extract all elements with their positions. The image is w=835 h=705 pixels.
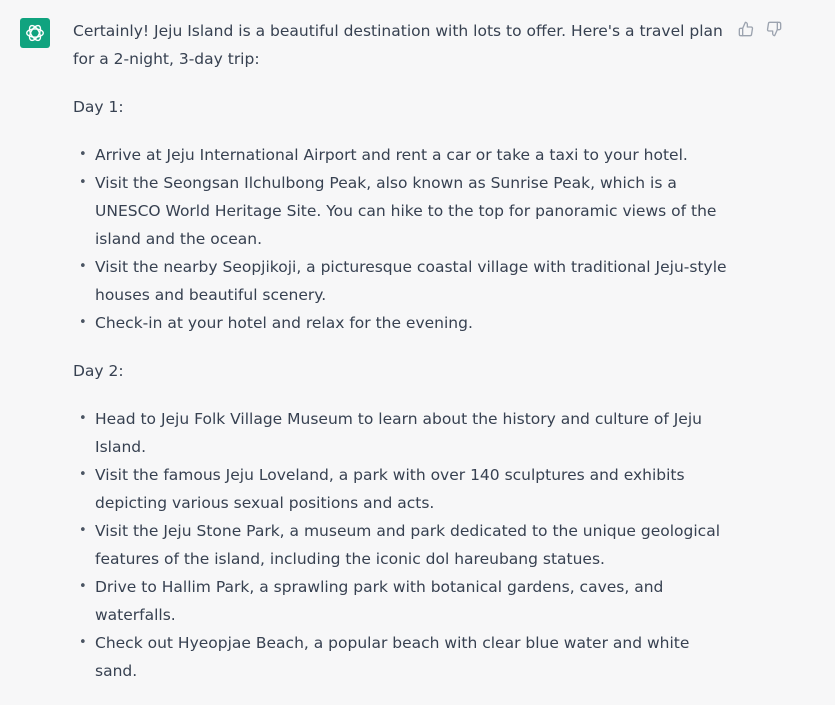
- openai-logo-icon: [20, 18, 50, 48]
- day-1-list: [73, 141, 733, 337]
- list-item: • Drive to Hallim Park, a sprawling park with botanical gardens, caves, and waterfalls.: [73, 573, 733, 629]
- feedback-actions: [737, 20, 783, 38]
- intro-text: Certainly! Jeju Island is a beautiful destination with lots to offer. Here's a travel plan for a 2-night, 3-day trip:: [73, 22, 723, 68]
- list-item: • Visit the famous Jeju Loveland, a park with over 140 sculptures and exhibits depicting various sexual positions and acts.: [73, 461, 733, 517]
- list-item: • Visit the Seongsan Ilchulbong Peak, also known as Sunrise Peak, which is a UNESCO World Heritage Site. You can hike to the top for panoramic views of the island and the ocean.: [73, 169, 733, 253]
- day-heading: Day 2:: [73, 362, 124, 380]
- thumbs-up-icon[interactable]: [737, 20, 755, 38]
- thumbs-down-icon[interactable]: [765, 20, 783, 38]
- list-item: • Check out Hyeopjae Beach, a popular beach with clear blue water and white sand.: [73, 629, 733, 685]
- list-item: • Arrive at Jeju International Airport and rent a car or take a taxi to your hotel.: [73, 141, 733, 169]
- list-item: • Visit the nearby Seopjikoji, a picturesque coastal village with traditional Jeju-style houses and beautiful scenery.: [73, 253, 733, 309]
- day-heading: Day 1:: [73, 98, 124, 116]
- list-item: • Visit the Jeju Stone Park, a museum and park dedicated to the unique geological features of the island, including the iconic dol hareubang statues.: [73, 517, 733, 573]
- day-2-list: [73, 405, 733, 685]
- list-item: • Head to Jeju Folk Village Museum to learn about the history and culture of Jeju Island.: [73, 405, 733, 461]
- message-content: [73, 17, 733, 705]
- list-item: • Check-in at your hotel and relax for the evening.: [73, 309, 733, 337]
